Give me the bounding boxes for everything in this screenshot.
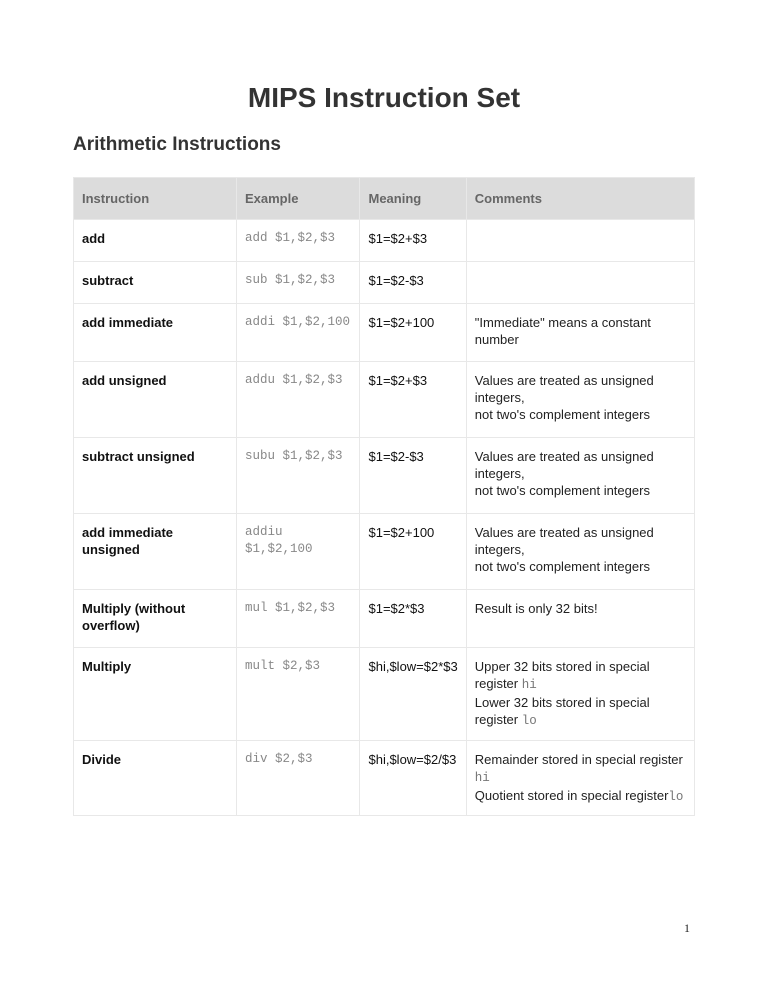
header-comments: Comments bbox=[466, 178, 694, 220]
comment-cell bbox=[466, 514, 694, 590]
comment-cell: "Immediate" means a constant number bbox=[466, 304, 694, 362]
meaning-cell: $1=$2+100 bbox=[360, 304, 466, 362]
comment-line bbox=[475, 658, 686, 694]
comment-line bbox=[475, 694, 686, 730]
comment-line: Values are treated as unsigned integers, bbox=[474, 449, 654, 481]
comment-text: Quotient stored in special register bbox=[474, 788, 669, 803]
instruction-cell: add bbox=[74, 220, 237, 262]
example-cell: addu $1,$2,$3 bbox=[236, 362, 360, 438]
example-cell: mult $2,$3 bbox=[236, 648, 360, 741]
comment-line: not two's complement integers bbox=[474, 559, 650, 574]
instruction-cell: add immediate unsigned bbox=[74, 514, 237, 590]
instruction-cell: add unsigned bbox=[74, 362, 237, 438]
instruction-cell: Multiply (without overflow) bbox=[74, 590, 237, 648]
register-code: hi bbox=[521, 678, 537, 692]
table-row bbox=[74, 590, 695, 648]
comment-line: Values are treated as unsigned integers, bbox=[474, 373, 654, 405]
example-cell: subu $1,$2,$3 bbox=[236, 438, 360, 514]
comment-text: Lower 32 bits stored in special register bbox=[474, 695, 650, 727]
header-instruction: Instruction bbox=[74, 178, 237, 220]
comment-line bbox=[475, 787, 686, 806]
register-code: lo bbox=[668, 790, 684, 804]
section-title: Arithmetic Instructions bbox=[73, 134, 281, 155]
comment-cell bbox=[466, 648, 694, 741]
comment-cell bbox=[466, 220, 694, 262]
table-row bbox=[74, 262, 695, 304]
example-cell: div $2,$3 bbox=[236, 741, 360, 816]
meaning-cell: $hi,$low=$2/$3 bbox=[360, 741, 466, 816]
meaning-cell: $1=$2-$3 bbox=[360, 262, 466, 304]
header-example: Example bbox=[236, 178, 360, 220]
comment-cell bbox=[466, 362, 694, 438]
register-code: hi bbox=[474, 771, 490, 785]
example-cell: add $1,$2,$3 bbox=[236, 220, 360, 262]
comment-text: Remainder stored in special register bbox=[474, 752, 683, 767]
register-code: lo bbox=[521, 714, 537, 728]
page-number: 1 bbox=[684, 921, 690, 935]
comment-cell bbox=[466, 438, 694, 514]
instruction-cell: subtract unsigned bbox=[74, 438, 237, 514]
instruction-cell: Divide bbox=[74, 741, 237, 816]
example-cell: addi $1,$2,100 bbox=[236, 304, 360, 362]
example-cell: sub $1,$2,$3 bbox=[236, 262, 360, 304]
meaning-cell: $1=$2+$3 bbox=[360, 220, 466, 262]
comment-line: not two's complement integers bbox=[474, 407, 650, 422]
comment-cell: Result is only 32 bits! bbox=[466, 590, 694, 648]
instruction-cell: Multiply bbox=[74, 648, 237, 741]
table-row bbox=[74, 362, 695, 438]
example-cell: mul $1,$2,$3 bbox=[236, 590, 360, 648]
example-cell: addiu $1,$2,100 bbox=[236, 514, 360, 590]
table-row bbox=[74, 741, 695, 816]
table-row bbox=[74, 220, 695, 262]
comment-cell bbox=[466, 741, 694, 816]
comment-line bbox=[475, 751, 686, 787]
table-row bbox=[74, 304, 695, 362]
instruction-cell: add immediate bbox=[74, 304, 237, 362]
table-header-row bbox=[74, 178, 695, 220]
meaning-cell: $1=$2-$3 bbox=[360, 438, 466, 514]
meaning-cell: $1=$2*$3 bbox=[360, 590, 466, 648]
instruction-cell: subtract bbox=[74, 262, 237, 304]
instruction-table bbox=[73, 177, 695, 816]
meaning-cell: $hi,$low=$2*$3 bbox=[360, 648, 466, 741]
table-row bbox=[74, 514, 695, 590]
meaning-cell: $1=$2+$3 bbox=[360, 362, 466, 438]
comment-cell bbox=[466, 262, 694, 304]
meaning-cell: $1=$2+100 bbox=[360, 514, 466, 590]
table-row bbox=[74, 438, 695, 514]
comment-line: not two's complement integers bbox=[474, 483, 650, 498]
header-meaning: Meaning bbox=[360, 178, 466, 220]
table-row bbox=[74, 648, 695, 741]
page-title: MIPS Instruction Set bbox=[247, 82, 521, 113]
comment-text: Upper 32 bits stored in special register bbox=[474, 659, 650, 691]
comment-line: Values are treated as unsigned integers, bbox=[474, 525, 654, 557]
